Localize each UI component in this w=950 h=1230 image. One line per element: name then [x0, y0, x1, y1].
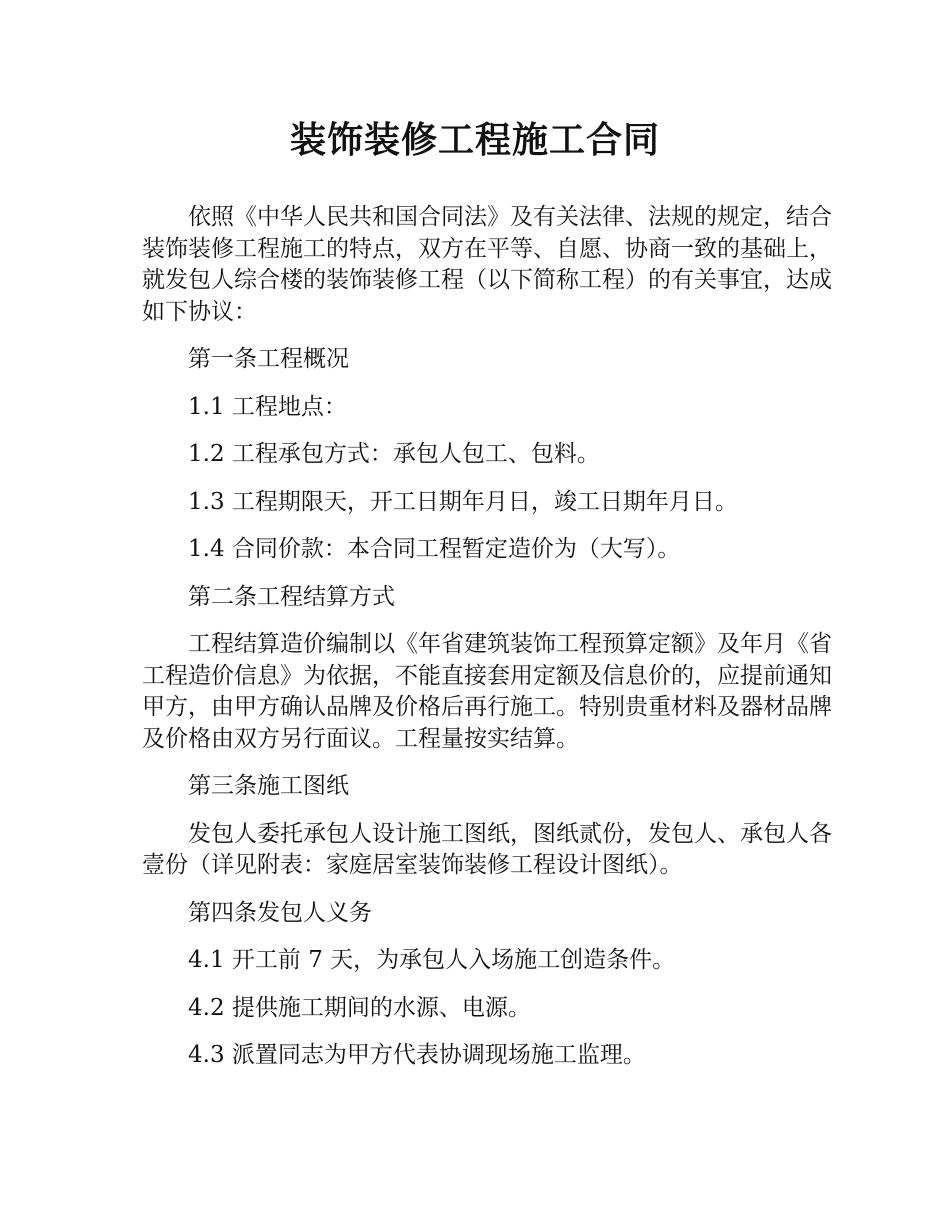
- article-1-heading: 第一条工程概况: [188, 346, 349, 372]
- clause-1-1: 1.1 工程地点：: [188, 393, 347, 420]
- article-3-heading: 第三条施工图纸: [188, 773, 349, 799]
- document-body: [142, 202, 832, 1072]
- article-3-paragraph: 发包人委托承包人设计施工图纸，图纸贰份，发包人、承包人各壹份（详见附表：家庭居室装饰装修工程设计图纸）。: [142, 820, 832, 878]
- article-2-paragraph: 工程结算造价编制以《年省建筑装饰工程预算定额》及年月《省工程造价信息》为依据，不能直接套用定额及信息价的，应提前通知甲方，由甲方确认品牌及价格后再行施工。特别贵重材料及器材品牌及价格由双方另行面议。工程量按实结算。: [142, 631, 832, 752]
- clause-1-4: 1.4 合同价款：本合同工程暂定造价为（大写）。: [188, 536, 681, 562]
- intro-paragraph: 依照《中华人民共和国合同法》及有关法律、法规的规定，结合装饰装修工程施工的特点，双方在平等、自愿、协商一致的基础上，就发包人综合楼的装饰装修工程（以下简称工程）的有关事宜，达成如下协议：: [142, 204, 832, 325]
- article-2-heading: 第二条工程结算方式: [188, 583, 395, 610]
- clause-4-3: 4.3 派置同志为甲方代表协调现场施工监理。: [188, 1042, 646, 1068]
- document-title: 装饰装修工程施工合同: [289, 120, 660, 161]
- article-4-heading: 第四条发包人义务: [188, 899, 372, 926]
- clause-1-2: 1.2 工程承包方式：承包人包工、包料。: [188, 441, 600, 467]
- clause-1-3: 1.3 工程期限天，开工日期年月日，竣工日期年月日。: [188, 488, 738, 515]
- clause-4-2: 4.2 提供施工期间的水源、电源。: [188, 994, 531, 1021]
- clause-4-1: 4.1 开工前 7 天，为承包人入场施工创造条件。: [188, 947, 676, 973]
